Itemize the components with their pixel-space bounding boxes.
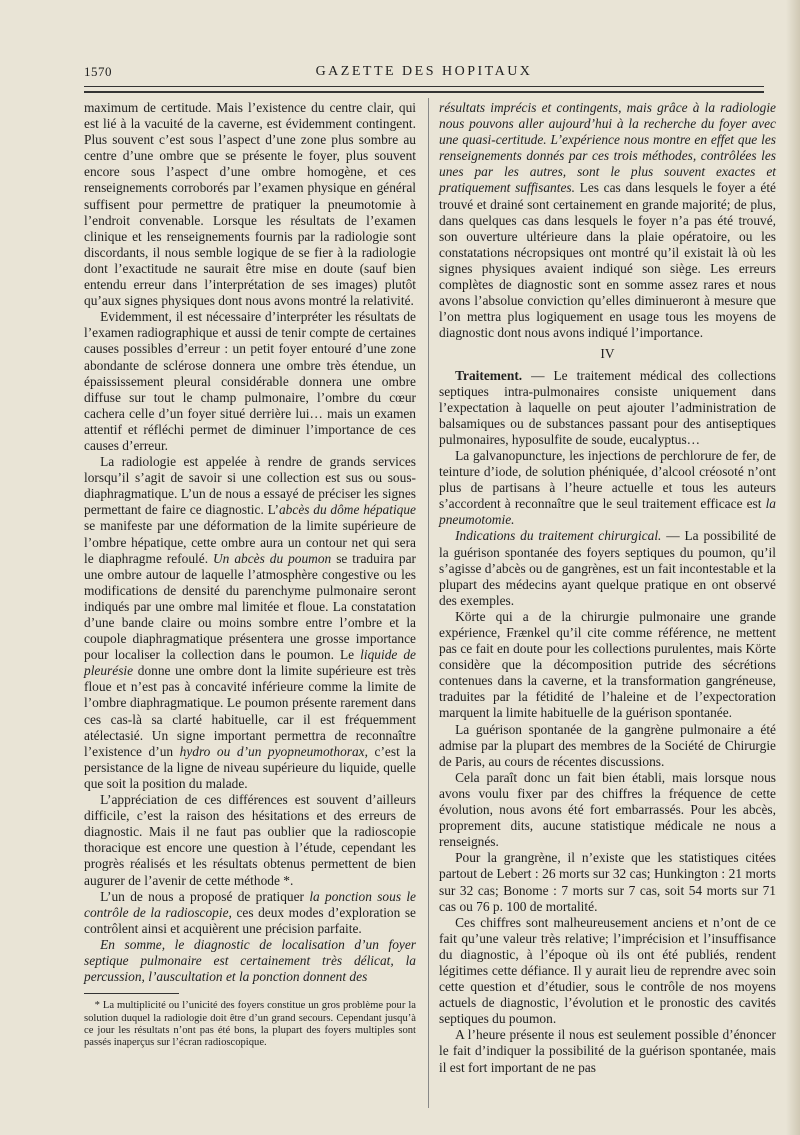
footnote: * La multiplicité ou l’unicité des foyers constitue un gros problème pour la solution duquel la radiologie doit être d’un grand secours. Cependant jusqu’à ce jour les résultats n’ont pas été bons, la plupart des foyers multiples sont passés inaperçus sur l’écran radioscopique. (84, 1000, 416, 1049)
paragraph (84, 454, 416, 792)
paragraph: Cela paraît donc un fait bien établi, mais lorsque nous avons voulu fixer par des chiffres la fréquence de cette évolution, nous avons été fort embarrassés. Pour les abcès, proprement dits, aucune statistique médicale ne nous a renseignés. (439, 769, 776, 850)
header-rule-thick (84, 91, 764, 93)
paragraph: Evidemment, il est nécessaire d’interpréter les résultats de l’examen radiographique et aussi de tenir compte de certaines causes possibles d’erreur : un petit foyer entouré d’une zone abondante de sclérose donnera une ombre très étendue, un épaississement pleural considérable donnera une ombre diffuse sur tout le champ pulmonaire, l’ombre du cœur cachera celle d’un foyer situé derrière lui… mais un examen attentif et réfléchi permet de diminuer l’importance de ces causes d’erreur. (84, 309, 416, 453)
italic-term: la ponction sous le contrôle de la radioscopie (84, 888, 417, 920)
text-run: — Le traitement médical des collections septiques intra-pulmonaires consiste uniquement dans l’expectation à laquelle on peut ajouter l’administration de balsamiques ou de substances passant pour des antiseptiques pulmonaires, hyposulfite de soude, eucalyptus… (439, 367, 776, 447)
text-run: se traduira par une ombre autour de laquelle l’atmosphère congestive ou les modifications de densité du parenchyme pulmonaire seront indiqués par une ombre mal limitée et floue. La constatation d’une bande claire ou moins sombre entre l’ombre et la coupole diaphragmatique présentera une grosse importance pour localiser la collection dans le poumon. Le (84, 550, 416, 663)
paragraph (439, 100, 776, 341)
text-run: L’un de nous a proposé de pratiquer (100, 888, 310, 904)
italic-heading: Indications du traitement chirurgical. (455, 528, 662, 544)
journal-title: GAZETTE DES HOPITAUX (315, 64, 533, 79)
left-column (84, 100, 416, 1050)
paragraph (439, 368, 776, 448)
paragraph (439, 448, 776, 528)
italic-term: liquide de pleurésie (84, 647, 416, 679)
italic-run: En somme, le diagnostic de localisation d’un foyer septique pulmonaire est certainement très délicat, la percussion, l’auscultation et la ponction donnent des (84, 936, 416, 985)
header-rule-thin (84, 86, 764, 87)
paragraph: Körte qui a de la chirurgie pulmonaire une grande expérience, Frænkel qu’il cite comme référence, ne mettent pas ce fait en doute pour les collections purulentes, mais Körte considère que la décomposition putride des sécrétions contenues dans la caverne, et la transformation gangréneuse, traduites par la fétidité de l’haleine et de l’expectoration marquent la limite habituelle de la guérison spontanée. (439, 608, 776, 721)
paragraph (84, 889, 416, 937)
footnote-rule (84, 993, 179, 994)
text-run: se manifeste par une déformation de la limite supérieure de l’ombre hépatique, cette ombre aura un contour net qui sera le diaphragme refoulé. (84, 518, 416, 566)
text-run: La galvanopuncture, les injections de perchlorure de fer, de teinture d’iode, de solution phéniquée, d’alcool créosoté n’ont plus de partisans à l’heure actuelle et tous les auteurs s’accordent à reconnaître que le seul traitement efficace est (439, 447, 776, 512)
italic-term: hydro ou d’un pyopneumothorax (179, 743, 365, 759)
paragraph: A l’heure présente il nous est seulement possible d’énoncer le fait d’indiquer la possibilité de la guérison spontanée, mais il est fort important de ne pas (439, 1027, 776, 1075)
right-column (439, 100, 776, 1076)
paragraph: La guérison spontanée de la gangrène pulmonaire a été admise par la plupart des membres de la Société de Chirurgie de Paris, au cours de récentes discussions. (439, 721, 776, 769)
paragraph: maximum de certitude. Mais l’existence du centre clair, qui est lié à la vacuité de la caverne, est évidemment contingent. Plus souvent c’est sous l’aspect d’une zone plus sombre au centre d’une ombre que se présente le foyer, plus souvent encore sous l’aspect d’une ombre homogène, et ces renseignements corroborés par l’examen physique en général suffisent pour permettre de pratiquer la pneumotomie à l’endroit convenable. Lorsque les résultats de l’examen clinique et les renseignements fournis par la radiologie sont discordants, il nous semble logique de se fier à la radiologie dont l’exactitude ne saurait être mise en doute (sauf bien entendu erreur dans l’interprétation de ses images) plutôt qu’aux signes physiques dont nous avons montré la relativité. (84, 100, 416, 309)
paragraph (439, 528, 776, 608)
italic-term: abcès du dôme hépatique (278, 502, 416, 518)
paragraph (84, 937, 416, 985)
page-edge-shadow (786, 0, 800, 1135)
paragraph: Ces chiffres sont malheureusement anciens et n’ont de ce fait qu’une valeur très relative; l’imprécision et l’insuffisance du diagnostic, à l’époque où ils ont été publiés, rendent légitimes cette défiance. Il y aurait lieu de reprendre avec soin cette question et d’étudier, sous le contrôle de nos moyens actuels de diagnostic, l’évolution et le pronostic des cavités septiques du poumon. (439, 914, 776, 1027)
page-header (84, 64, 764, 86)
paragraph: L’appréciation de ces différences est souvent d’ailleurs difficile, c’est la raison des hésitations et des erreurs de diagnostic. Mais il ne faut pas oublier que la radioscopie thoracique est encore une question à l’étude, cependant les progrès réalisés et les résultats obtenus permettent de bien augurer de l’avenir de cette méthode *. (84, 792, 416, 888)
text-run: Les cas dans lesquels le foyer a été trouvé et drainé sont certainement en grande majorité; de plus, dans quelques cas dans lesquels le foyer n’a pas été trouvé, son ouverture ultérieure dans la plaie opératoire, ou les constatations nécropsiques ont montré qu’il existait là où les signes physiques avaient indiqué son siège. Les erreurs complètes de diagnostic sont en somme assez rares et nous avons l’absolue conviction qu’elles diminueront à mesure que l’on mettra plus logiquement en usage tous les moyens de diagnostic dont nous avons indiqué l’importance. (439, 180, 776, 341)
text-run: donne une ombre dont la limite supérieure est très floue et n’est pas à concavité inférieure comme la limite de l’ombre diaphragmatique. Le poumon présente rarement dans ces cas-là sa clarté habituelle, car il est fréquemment atélectasié. Un signe important permettra de reconnaître l’existence d’un (84, 663, 416, 759)
text-run: , c’est la persistance de la ligne de niveau supérieure du liquide, quelle que soit la position du malade. (84, 743, 416, 791)
text-run: , ces deux modes d’exploration se contrôlent ainsi et acquièrent une précision parfaite. (84, 904, 416, 936)
text-run: — La possibilité de la guérison spontanée des foyers septiques du poumon, qu’il s’agisse d’abcès ou de gangrènes, est un fait incontestable et la plupart des médecins ayant quelque pratique en ont observé des exemples. (439, 528, 776, 608)
section-heading: Traitement. (455, 367, 523, 383)
italic-term: Un abcès du poumon (213, 550, 332, 566)
italic-term: la pneumotomie. (439, 496, 776, 528)
italic-run: résultats imprécis et contingents, mais grâce à la radiologie nous pouvons aller aujourd’hui à la recherche du foyer avec une quasi-certitude. L’expérience nous montre en effet que les renseignements donnés par ces trois méthodes, contrôlées les unes par les autres, sont le plus souvent exactes et pratiquement suffisantes. (439, 100, 776, 196)
paragraph: Pour la grangrène, il n’existe que les statistiques citées partout de Lebert : 26 morts sur 32 cas; Hunkington : 21 morts sur 32 cas; Bonome : 7 morts sur 7 cas, soit 54 morts sur 71 cas ou 76 p. 100 de mortalité. (439, 850, 776, 914)
page-number: 1570 (84, 64, 112, 79)
column-divider (428, 98, 429, 1108)
text-run: La radiologie est appelée à rendre de grands services lorsqu’il s’agit de savoir si une collection est sus ou sous-diaphragmatique. L’un de nous a essayé de préciser les signes permettant de faire ce diagnostic. L’ (84, 454, 416, 518)
section-number: IV (600, 346, 615, 362)
